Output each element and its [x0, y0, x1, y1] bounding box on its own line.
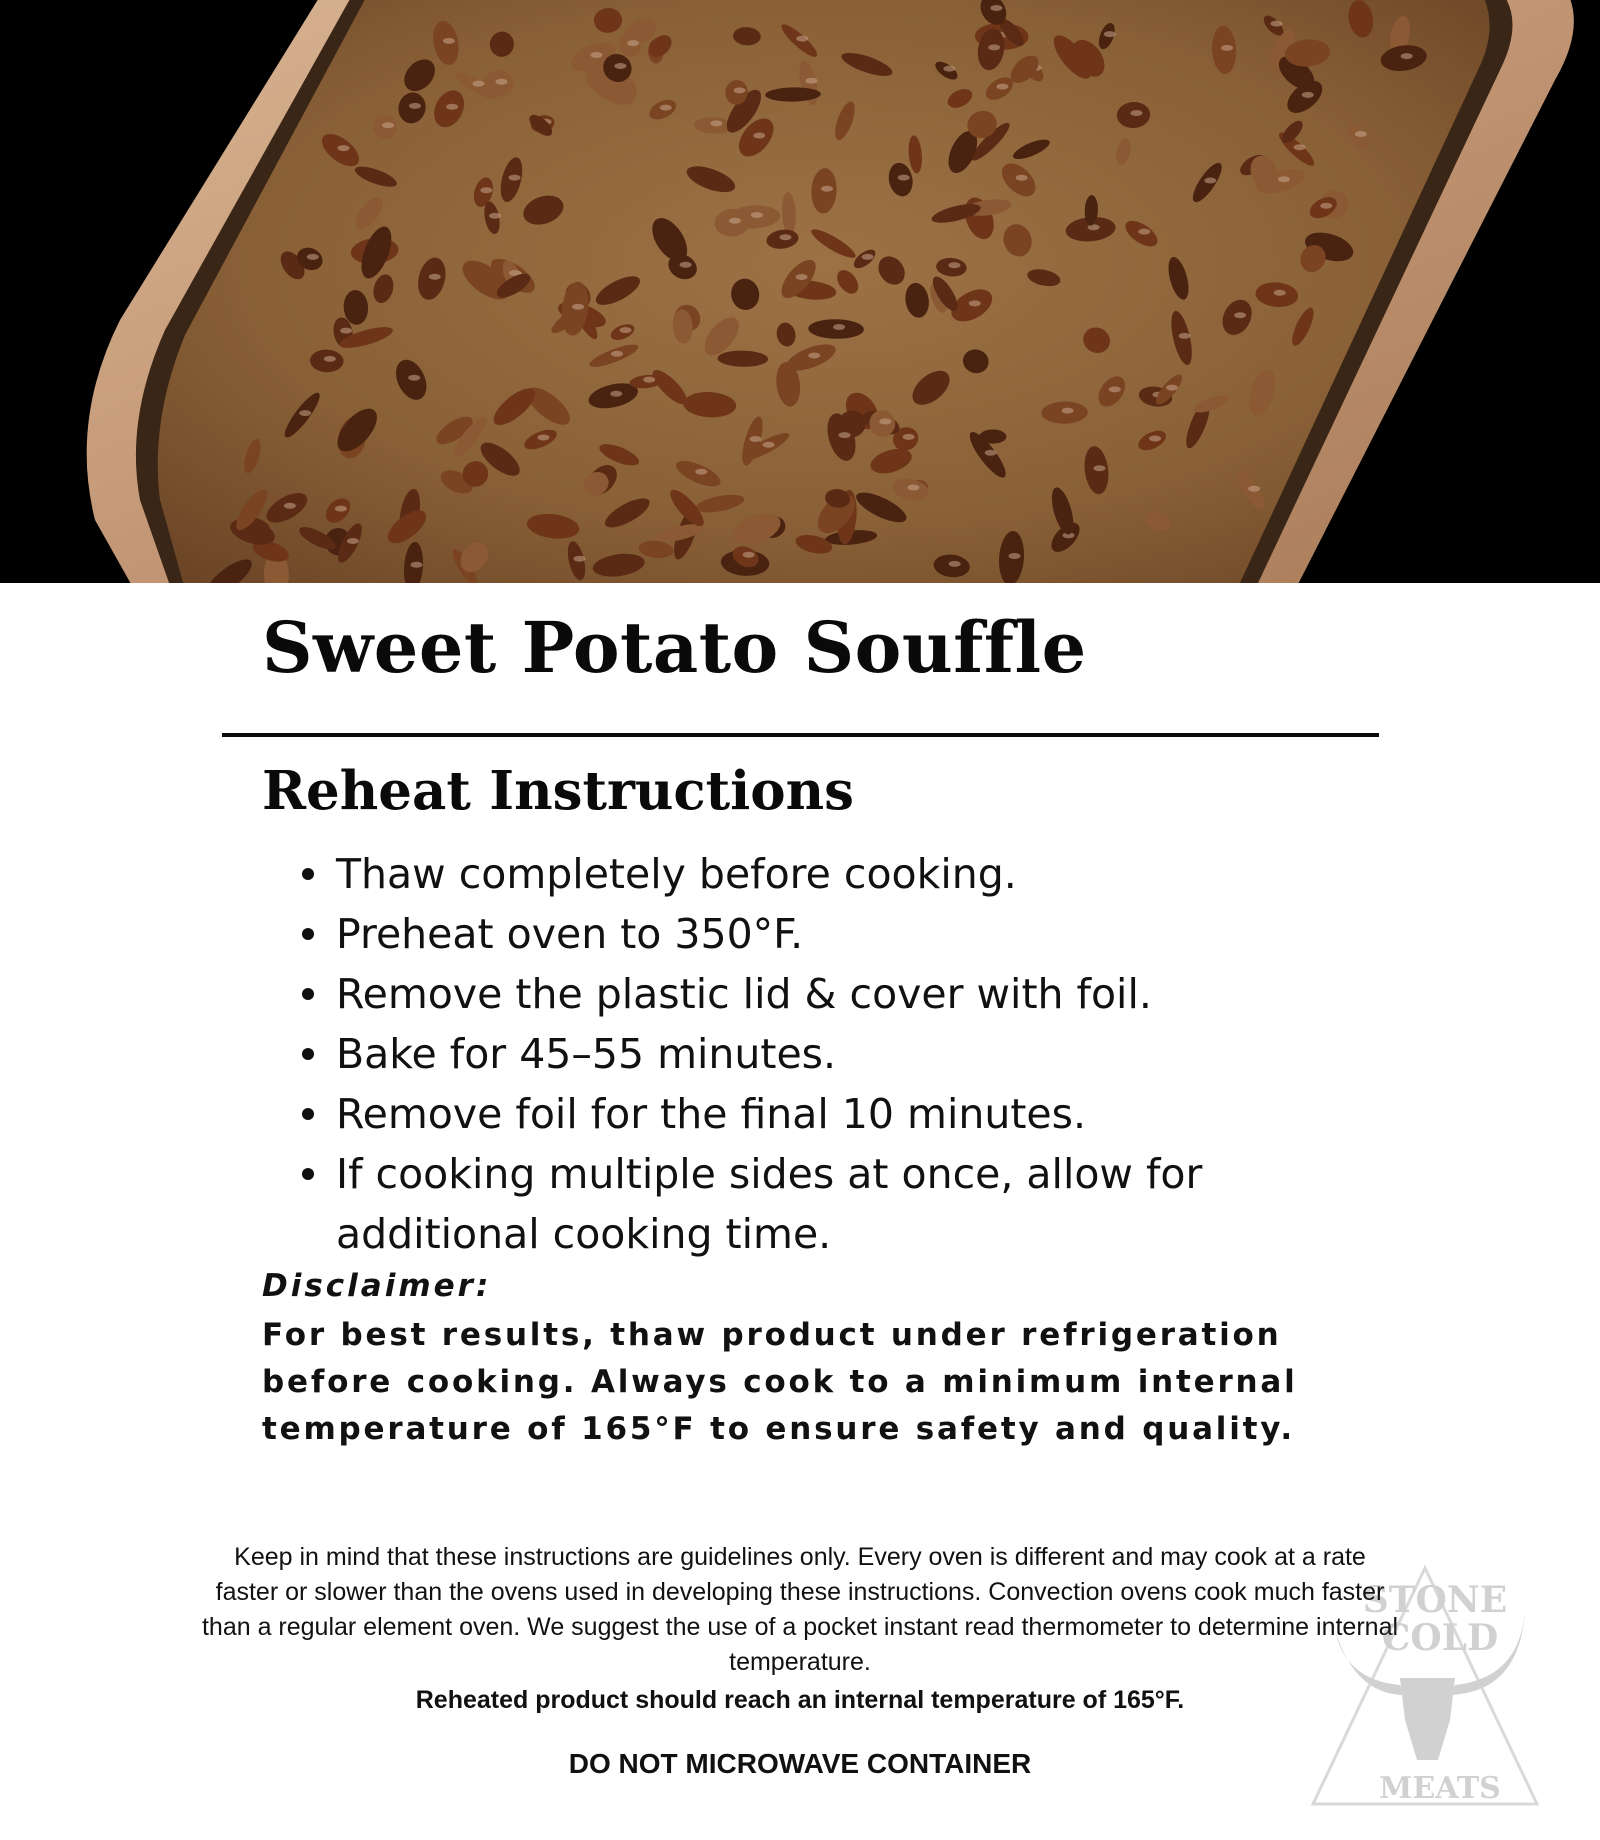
sugar-crumble [538, 435, 550, 441]
sugar-crumble [627, 40, 639, 46]
disclaimer-text: For best results, thaw product under refrigeration before cooking. Always cook to a minimum internal temperature of 165°F to ensure safety and quality. [262, 1317, 1298, 1447]
sugar-crumble [411, 562, 423, 568]
sugar-crumble [1104, 31, 1116, 37]
sugar-crumble [821, 186, 833, 192]
bullet-icon [302, 1168, 314, 1180]
sugar-crumble [338, 145, 350, 151]
sugar-crumble [734, 87, 746, 93]
sugar-crumble [1138, 229, 1150, 235]
logo-text-meats: MEATS [1379, 1771, 1501, 1806]
sugar-crumble [943, 66, 955, 72]
sugar-crumble [750, 436, 762, 442]
sugar-crumble [324, 356, 336, 362]
hero-photo [0, 0, 1600, 583]
list-item [296, 964, 1276, 1024]
sugar-crumble [496, 79, 508, 85]
sugar-crumble [1149, 436, 1161, 442]
sugar-crumble [429, 274, 441, 280]
sugar-crumble [443, 38, 455, 44]
sugar-crumble [695, 469, 707, 475]
sugar-crumble [1131, 110, 1143, 116]
temperature-note: Reheated product should reach an internal temperature of 165°F. [415, 1686, 1185, 1714]
sugar-crumble [307, 254, 319, 260]
disclaimer-heading: Disclaimer: [262, 1268, 492, 1304]
sugar-crumble [347, 538, 359, 544]
bullet-icon [302, 928, 314, 940]
sugar-crumble [473, 81, 485, 87]
logo-text-stone: STONE [1362, 1579, 1508, 1621]
sugar-crumble [990, 5, 1002, 11]
sugar-crumble [753, 133, 765, 139]
sugar-crumble [1179, 333, 1191, 339]
sugar-crumble [299, 410, 311, 416]
title-divider [222, 733, 1379, 737]
sugar-crumble [1016, 175, 1028, 181]
reheat-steps-list [296, 844, 1276, 1264]
microwave-warning: DO NOT MICROWAVE CONTAINER [568, 1748, 1032, 1779]
bullet-icon [302, 1108, 314, 1120]
sugar-crumble [908, 485, 920, 491]
list-item [296, 1084, 1276, 1144]
step-text: Remove the plastic lid & cover with foil. [336, 970, 1152, 1018]
sugar-crumble [1401, 53, 1413, 59]
sugar-crumble [340, 328, 352, 334]
sugar-crumble [729, 218, 741, 224]
sugar-crumble [409, 103, 421, 109]
sugar-crumble [996, 84, 1008, 90]
sugar-crumble [660, 105, 672, 111]
sugar-crumble [806, 78, 818, 84]
sugar-crumble [1271, 21, 1283, 27]
sugar-crumble [408, 375, 420, 381]
sugar-crumble [1204, 178, 1216, 184]
sugar-crumble [574, 556, 586, 562]
guidelines-note: Keep in mind that these instructions are guidelines only. Every oven is different and may cook at a rate faster or slower than the ovens used in developing these instructions. Convection ovens cook much faster than a regular element oven. We suggest the use of a pocket instant read thermometer to determine internal temperature. [201, 1543, 1399, 1676]
sugar-crumble [988, 44, 1000, 50]
sugar-crumble [680, 262, 692, 268]
bullet-icon [302, 1048, 314, 1060]
sugar-crumble [862, 254, 874, 260]
sugar-crumble [898, 175, 910, 181]
sugar-crumble [1274, 290, 1286, 296]
sugar-crumble [1234, 312, 1246, 318]
sugar-crumble [1166, 385, 1178, 391]
sugar-crumble [985, 450, 997, 456]
sugar-crumble [903, 434, 915, 440]
sugar-crumble [751, 212, 763, 218]
list-item [296, 1024, 1276, 1084]
sugar-crumble [480, 187, 492, 193]
logo-text-cold: COLD [1381, 1617, 1499, 1659]
page-title: Sweet Potato Souffle [262, 606, 1087, 689]
sugar-crumble [969, 300, 981, 306]
step-text: Bake for 45–55 minutes. [336, 1030, 837, 1078]
sugar-crumble [489, 213, 501, 219]
sugar-crumble [572, 304, 584, 310]
sugar-crumble [879, 419, 891, 425]
sugar-crumble [743, 552, 755, 558]
sugar-crumble [948, 262, 960, 268]
sugar-crumble [1355, 131, 1367, 137]
sugar-crumble [796, 274, 808, 280]
step-text: Preheat oven to 350°F. [336, 910, 804, 958]
sugar-crumble [1302, 92, 1314, 98]
bullet-icon [302, 988, 314, 1000]
step-text: Thaw completely before cooking. [336, 850, 1017, 898]
sugar-crumble [808, 353, 820, 359]
sugar-crumble [382, 122, 394, 128]
bullet-icon [302, 868, 314, 880]
sugar-crumble [710, 120, 722, 126]
sugar-crumble [1062, 408, 1074, 414]
list-item [296, 844, 1276, 904]
sugar-crumble [763, 442, 775, 448]
sugar-crumble [643, 377, 655, 383]
sugar-crumble [610, 391, 622, 397]
sugar-crumble [796, 36, 808, 42]
sugar-crumble [949, 561, 961, 567]
sugar-crumble [1009, 553, 1021, 559]
sugar-crumble [839, 432, 851, 438]
sugar-crumble [1109, 386, 1121, 392]
sugar-crumble [780, 234, 792, 240]
sugar-crumble [1248, 486, 1260, 492]
sugar-crumble [1221, 45, 1233, 51]
sugar-crumble [1294, 144, 1306, 150]
sugar-crumble [591, 52, 603, 58]
brand-logo [1305, 1560, 1545, 1810]
sugar-crumble [335, 506, 347, 512]
list-item [296, 1144, 1276, 1264]
sugar-crumble [1094, 465, 1106, 471]
section-heading-reheat: Reheat Instructions [262, 760, 855, 822]
step-text: If cooking multiple sides at once, allow for additional cooking time. [336, 1150, 1203, 1258]
sugar-crumble [620, 327, 632, 333]
sugar-crumble [446, 104, 458, 110]
sugar-crumble [614, 63, 626, 69]
sugar-crumble [509, 175, 521, 181]
sugar-crumble [1320, 203, 1332, 209]
sugar-crumble [833, 324, 845, 330]
sugar-crumble [1278, 176, 1290, 182]
sugar-crumble [284, 503, 296, 509]
list-item [296, 904, 1276, 964]
step-text: Remove foil for the final 10 minutes. [336, 1090, 1087, 1138]
souffle-pan-illustration [0, 0, 1600, 583]
sugar-crumble [611, 351, 623, 357]
